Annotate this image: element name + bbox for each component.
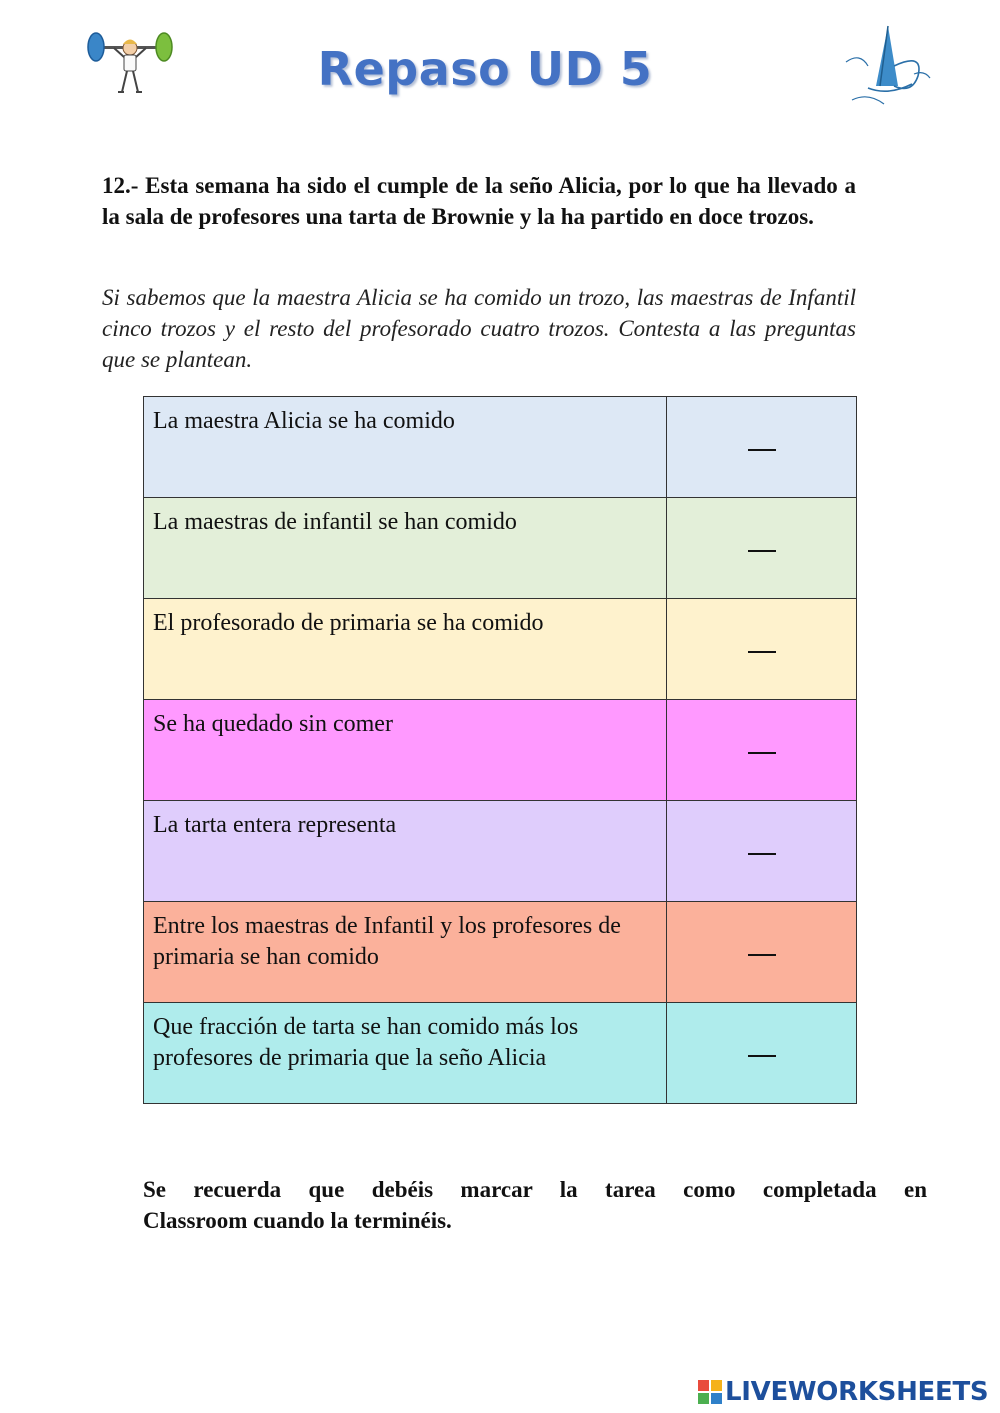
question-cell: La maestra Alicia se ha comido: [144, 397, 667, 498]
question-cell: La tarta entera representa: [144, 801, 667, 902]
table-row: [144, 801, 857, 902]
question-cell: La maestras de infantil se han comido: [144, 498, 667, 599]
reminder-line-2: Classroom cuando la terminéis.: [143, 1208, 452, 1233]
table-row: [144, 700, 857, 801]
exercise-instruction: Si sabemos que la maestra Alicia se ha comido un trozo, las maestras de Infantil cinco trozos y el resto del profesorado cuatro trozos. Contesta a las preguntas que se plantean.: [102, 285, 856, 372]
answer-blank[interactable]: [748, 651, 776, 653]
answer-blank[interactable]: [748, 954, 776, 956]
table-row: [144, 498, 857, 599]
answer-cell[interactable]: [667, 1003, 857, 1104]
table-row: [144, 1003, 857, 1104]
question-cell: Que fracción de tarta se han comido más los profesores de primaria que la seño Alicia: [144, 1003, 667, 1104]
answer-cell[interactable]: [667, 498, 857, 599]
answer-blank[interactable]: [748, 1055, 776, 1057]
table-row: [144, 397, 857, 498]
reminder-line-1: Se recuerda que debéis marcar la tarea como completada en: [143, 1177, 927, 1202]
question-cell: Entre los maestras de Infantil y los profesores de primaria se han comido: [144, 902, 667, 1003]
answer-cell[interactable]: [667, 397, 857, 498]
answer-cell[interactable]: [667, 902, 857, 1003]
sailboat-signature-icon: [838, 22, 936, 110]
answer-cell[interactable]: [667, 700, 857, 801]
answer-blank[interactable]: [748, 449, 776, 451]
question-cell: Se ha quedado sin comer: [144, 700, 667, 801]
liveworksheets-mark-icon: [697, 1379, 723, 1405]
answer-blank[interactable]: [748, 752, 776, 754]
brand-name: LIVEWORKSHEETS: [725, 1377, 989, 1407]
question-cell: El profesorado de primaria se ha comido: [144, 599, 667, 700]
questions-table: [143, 396, 857, 1104]
table-row: [144, 599, 857, 700]
answer-cell[interactable]: [667, 599, 857, 700]
answer-blank[interactable]: [748, 853, 776, 855]
liveworksheets-logo: [697, 1374, 988, 1410]
reminder-text: [143, 1174, 927, 1236]
page-title: Repaso UD 5: [317, 42, 653, 96]
weightlifter-icon: [84, 26, 176, 98]
table-row: [144, 902, 857, 1003]
answer-blank[interactable]: [748, 550, 776, 552]
answer-cell[interactable]: [667, 801, 857, 902]
exercise-statement: 12.- Esta semana ha sido el cumple de la seño Alicia, por lo que ha llevado a la sala de profesores una tarta de Brownie y la ha partido en doce trozos.: [102, 173, 856, 229]
